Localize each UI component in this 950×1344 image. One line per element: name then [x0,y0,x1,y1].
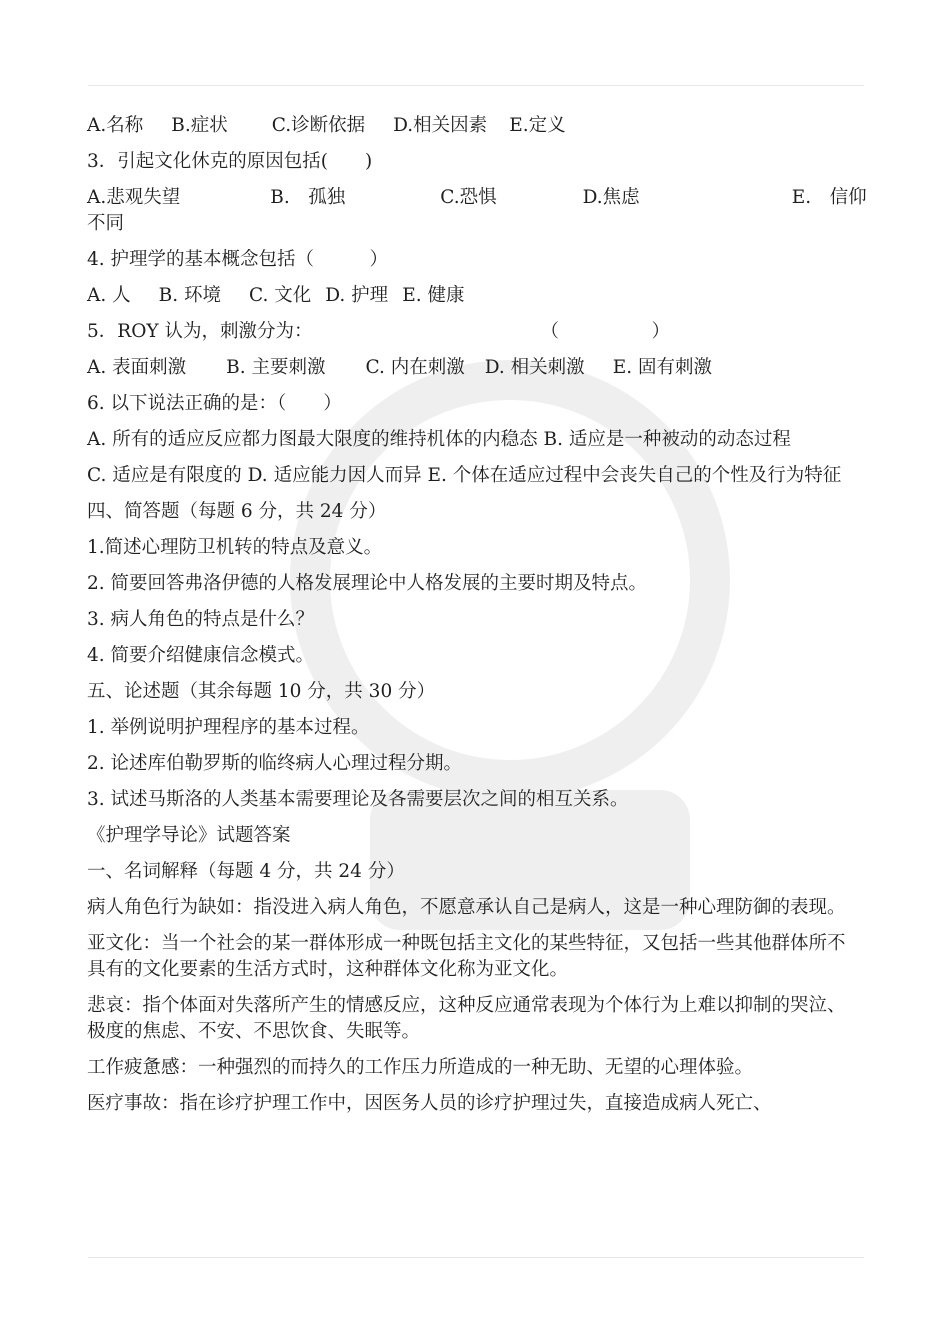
q2-option-d: D.相关因素 [393,115,488,136]
q4-option-d: D. 护理 [325,285,389,306]
q5-blank: （ ） [540,321,670,342]
q3-option-e: E. 信仰 [791,187,867,208]
q6-stem: 6. 以下说法正确的是：（ ） [87,393,342,414]
section5-item-3: 3. 试述马斯洛的人类基本需要理论及各需要层次之间的相互关系。 [87,789,629,810]
q5-option-d: D. 相关刺激 [484,357,585,378]
q4-stem: 4. 护理学的基本概念包括（ ） [87,249,389,270]
q6-options-line2: C. 适应是有限度的 D. 适应能力因人而异 E. 个体在适应过程中会丧失自己的个性及行为特征 [87,465,842,486]
q3-option-d: D.焦虑 [582,187,640,208]
definition-subculture: 亚文化：当一个社会的某一群体形成一种既包括主文化的某些特征，又包括一些其他群体所不具有的文化要素的生活方式时，这种群体文化称为亚文化。 [87,933,846,980]
section4-heading: 四、简答题（每题 6 分，共 24 分） [87,501,387,522]
q3-option-a: A.悲观失望 [87,187,181,208]
q2-options [87,113,863,139]
document-body [87,113,867,1127]
q5-option-b: B. 主要刺激 [226,357,326,378]
q5-stem-text: 5．ROY 认为，刺激分为： [87,321,313,342]
section4-item-4: 4. 简要介绍健康信念模式。 [87,645,315,666]
q2-option-c: C.诊断依据 [271,115,366,136]
section4-item-1: 1.简述心理防卫机转的特点及意义。 [87,537,383,558]
q4-option-c: C. 文化 [248,285,312,306]
footer-rule [88,1257,864,1258]
q2-option-b: B.症状 [171,115,228,136]
q3-stem: 3．引起文化休克的原因包括( ) [87,151,373,172]
answers-heading: 一、名词解释（每题 4 分，共 24 分） [87,861,405,882]
q5-option-e: E. 固有刺激 [612,357,712,378]
q4-option-b: B. 环境 [158,285,221,306]
definition-grief: 悲哀：指个体面对失落所产生的情感反应，这种反应通常表现为个体行为上难以抑制的哭泣、极度的焦虑、不安、不思饮食、失眠等。 [87,995,846,1042]
definition-role-absence: 病人角色行为缺如：指没进入病人角色，不愿意承认自己是病人，这是一种心理防御的表现。 [87,897,846,918]
q3-option-b: B. 孤独 [270,187,346,208]
definition-medical-accident: 医疗事故：指在诊疗护理工作中，因医务人员的诊疗护理过失，直接造成病人死亡、 [87,1093,772,1114]
section4-item-3: 3. 病人角色的特点是什么？ [87,609,315,630]
q6-options-line1: A. 所有的适应反应都力图最大限度的维持机体的内稳态 B. 适应是一种被动的动态过程 [87,429,791,450]
q2-option-a: A.名称 [87,115,144,136]
definition-burnout: 工作疲惫感：一种强烈的而持久的工作压力所造成的一种无助、无望的心理体验。 [87,1057,754,1078]
q3-option-c: C.恐惧 [440,187,497,208]
q5-options [87,355,863,381]
q3-options [87,185,867,237]
header-rule [88,85,864,86]
q3-option-e-wrap: 不同 [87,213,125,234]
q5-stem [87,319,863,345]
q5-option-a: A. 表面刺激 [87,357,187,378]
section5-item-2: 2. 论述库伯勒罗斯的临终病人心理过程分期。 [87,753,463,774]
answers-title: 《护理学导论》试题答案 [87,825,291,846]
q4-option-e: E. 健康 [402,285,465,306]
q5-option-c: C. 内在刺激 [365,357,465,378]
q4-option-a: A. 人 [87,285,131,306]
q2-option-e: E.定义 [509,115,566,136]
q4-options [87,283,863,309]
section5-item-1: 1. 举例说明护理程序的基本过程。 [87,717,370,738]
section4-item-2: 2. 简要回答弗洛伊德的人格发展理论中人格发展的主要时期及特点。 [87,573,648,594]
section5-heading: 五、论述题（其余每题 10 分，共 30 分） [87,681,436,702]
